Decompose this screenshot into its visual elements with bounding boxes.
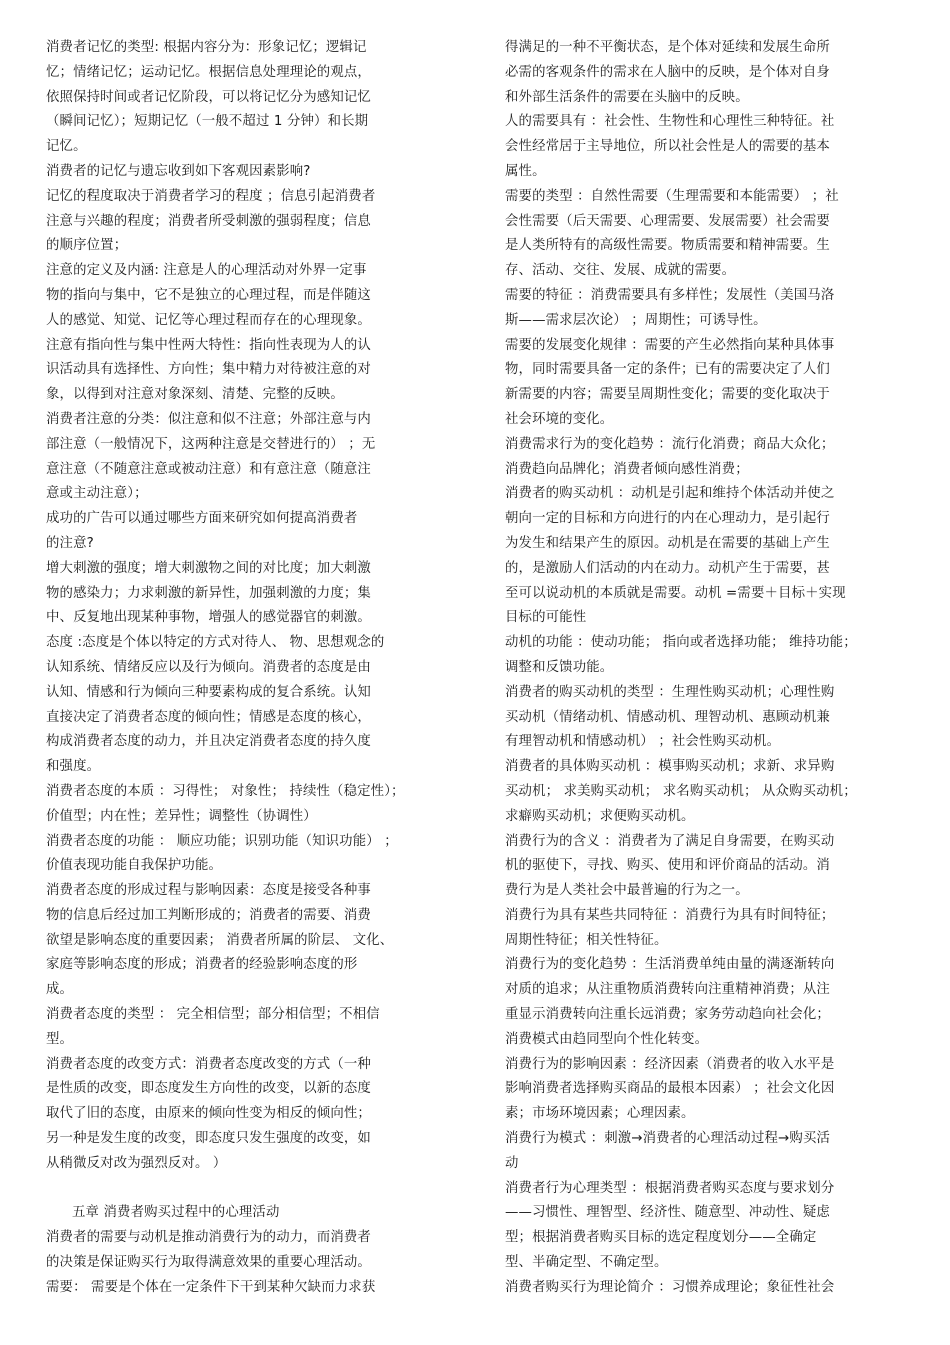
text-line: 消费趋向品牌化；消费者倾向感性消费； xyxy=(505,461,749,477)
text-line: 会性需要（后天需要、心理需要、发展需要）社会需要 xyxy=(505,213,830,229)
text-line: 记忆。 xyxy=(46,139,87,155)
text-line: 家庭等影响态度的形成；消费者的经验影响态度的形 xyxy=(46,957,358,973)
text-line: 消费者态度的形成过程与影响因素：态度是接受各种事 xyxy=(46,883,371,899)
text-line: 和强度。 xyxy=(46,759,101,775)
text-line: 斯——需求层次论） ；周期性；可诱导性。 xyxy=(505,312,767,328)
text-line: 部注意（一般情况下，这两种注意是交替进行的） ；无 xyxy=(46,436,376,452)
text-line: 的注意? xyxy=(46,535,94,551)
text-line: 型。 xyxy=(46,1031,74,1047)
text-line: 消费行为的影响因素 ：经济因素（消费者的收入水平是 xyxy=(505,1056,835,1072)
text-line: 消费需求行为的变化趋势 ：流行化消费；商品大众化； xyxy=(505,436,835,452)
text-line: 社会环境的变化。 xyxy=(505,411,614,427)
text-line: 物，同时需要具备一定的条件；已有的需要决定了人们 xyxy=(505,362,830,378)
text-line: 消费行为具有某些共同特征 ：消费行为具有时间特征； xyxy=(505,907,835,923)
text-line: （瞬间记忆）；短期记忆（一般不超过 1 分钟）和长期 xyxy=(46,114,369,130)
text-line: 需要的发展变化规律 ：需要的产生必然指向某种具体事 xyxy=(505,337,835,353)
blank-line xyxy=(46,1177,451,1202)
text-line: 意或主动注意）； xyxy=(46,486,148,502)
text-line: 取代了旧的态度，由原来的倾向性变为相反的倾向性； xyxy=(46,1106,371,1122)
text-line: 认知系统、情绪反应以及行为倾向。消费者的态度是由 xyxy=(46,659,371,675)
text-line: 消费模式由趋同型向个性化转变。 xyxy=(505,1031,709,1047)
text-line: 目标的可能性 xyxy=(505,610,587,626)
text-line: 价值表现功能自我保护功能。 xyxy=(46,858,223,874)
text-line: 影响消费者选择购买商品的最根本因素） ；社会文化因 xyxy=(505,1081,835,1097)
text-line: 消费者态度的类型 ： 完全相信型；部分相信型；不相信 xyxy=(46,1007,380,1023)
text-line: 消费者的购买动机的类型 ：生理性购买动机；心理性购 xyxy=(505,684,835,700)
text-line: 从稍微反对改为强烈反对。 ） xyxy=(46,1155,227,1171)
text-line: 新需要的内容；需要呈周期性变化；需要的变化取决于 xyxy=(505,387,830,403)
text-line: 注意与兴趣的程度；消费者所受刺激的强弱程度；信息 xyxy=(46,213,371,229)
text-line: 欲望是影响态度的重要因素； 消费者所属的阶层、 文化、 xyxy=(46,932,394,948)
text-line: 识活动具有选择性、方向性；集中精力对待被注意的对 xyxy=(46,362,371,378)
text-line: 必需的客观条件的需求在人脑中的反映，是个体对自身 xyxy=(505,64,830,80)
chapter-heading: 五章 消费者购买过程中的心理活动 xyxy=(72,1205,280,1221)
text-line: 消费行为模式 ：刺激→消费者的心理活动过程→购买活 xyxy=(505,1131,831,1147)
text-line: 机的驱使下，寻找、购买、使用和评价商品的活动。消 xyxy=(505,858,830,874)
text-line: 物的指向与集中，它不是独立的心理过程，而是伴随这 xyxy=(46,287,371,303)
text-line: 得满足的一种不平衡状态，是个体对延续和发展生命所 xyxy=(505,40,830,55)
text-line: 费行为是人类社会中最普遍的行为之一。 xyxy=(505,883,749,899)
text-line: 是人类所特有的高级性需要。物质需要和精神需要。生 xyxy=(505,238,830,254)
text-line: 物的信息后经过加工判断形成的；消费者的需要、消费 xyxy=(46,907,371,923)
text-line: 需要的类型 ：自然性需要（生理需要和本能需要） ；社 xyxy=(505,188,839,204)
text-line: 需要的特征 ：消费需要具有多样性；发展性（美国马洛 xyxy=(505,287,835,303)
text-line: 成功的广告可以通过哪些方面来研究如何提高消费者 xyxy=(46,511,358,527)
text-line: 人的感觉、知觉、记忆等心理过程而存在的心理现象。 xyxy=(46,312,371,328)
text-line: 消费者记忆的类型: 根据内容分为：形象记忆；逻辑记 xyxy=(46,40,367,55)
text-line: 消费者态度的改变方式：消费者态度改变的方式（一种 xyxy=(46,1056,371,1072)
text-line: 忆；情绪记忆；运动记忆。根据信息处理理论的观点， xyxy=(46,64,371,80)
text-line: 动 xyxy=(505,1155,519,1171)
text-line: 消费者态度的本质 ：习得性； 对象性； 持续性（稳定性）； xyxy=(46,783,405,799)
text-line: 会性经常居于主导地位，所以社会性是人的需要的基本 xyxy=(505,139,830,155)
text-line: 型、半确定型、不确定型。 xyxy=(505,1255,668,1271)
text-line: 和外部生活条件的需要在头脑中的反映。 xyxy=(505,89,749,105)
text-line: 消费行为的变化趋势 ：生活消费单纯由量的满逐渐转向 xyxy=(505,957,835,973)
text-line: 直接决定了消费者态度的倾向性；情感是态度的核心， xyxy=(46,709,371,725)
text-line: 人的需要具有 ：社会性、生物性和心理性三种特征。社 xyxy=(505,114,835,130)
text-line: 消费者行为心理类型 ：根据消费者购买态度与要求划分 xyxy=(505,1180,835,1196)
text-line: 周期性特征；相关性特征。 xyxy=(505,932,668,948)
text-line: 对质的追求；从注重物质消费转向注重精神消费；从注 xyxy=(505,982,830,998)
text-line: 重显示消费转向注重长远消费；家务劳动趋向社会化； xyxy=(505,1007,830,1023)
text-line: 意注意（不随意注意或被动注意）和有意注意（随意注 xyxy=(46,461,371,477)
text-line: 中、反复地出现某种事物，增强人的感觉器官的刺激。 xyxy=(46,610,371,626)
text-line: 消费者的需要与动机是推动消费行为的动力，而消费者 xyxy=(46,1230,371,1246)
text-line: 的决策是保证购买行为取得满意效果的重要心理活动。 xyxy=(46,1255,371,1271)
text-line: 消费者购买行为理论简介 ：习惯养成理论；象征性社会 xyxy=(505,1279,835,1295)
text-line: 为发生和结果产生的原因。动机是在需要的基础上产生 xyxy=(505,535,830,551)
text-line: ——习惯性、理智型、经济性、随意型、冲动性、疑虑 xyxy=(505,1205,830,1221)
text-line: 象，以得到对注意对象深刻、清楚、完整的反映。 xyxy=(46,387,344,403)
text-line: 属性。 xyxy=(505,163,546,179)
text-line: 动机的功能 ：使动功能； 指向或者选择功能； 维持功能； xyxy=(505,635,857,651)
text-line: 消费者的具体购买动机 ：模事购买动机；求新、求异购 xyxy=(505,759,835,775)
text-line: 成。 xyxy=(46,982,74,998)
text-line: 买动机（情绪动机、情感动机、理智动机、惠顾动机兼 xyxy=(505,709,830,725)
text-line: 至可以说动机的本质就是需要。动机 =需要＋目标＋实现 xyxy=(505,585,846,601)
text-line: 的，是激励人们活动的内在动力。动机产生于需要，甚 xyxy=(505,560,830,576)
text-line: 增大刺激的强度；增大刺激物之间的对比度；加大刺激 xyxy=(46,560,371,576)
text-line: 消费者的购买动机 ：动机是引起和维持个体活动并使之 xyxy=(505,486,835,502)
text-line: 记忆的程度取决于消费者学习的程度 ；信息引起消费者 xyxy=(46,188,376,204)
text-line: 求癖购买动机；求便购买动机。 xyxy=(505,808,695,824)
text-line: 认知、情感和行为倾向三种要素构成的复合系统。认知 xyxy=(46,684,371,700)
text-line: 是性质的改变，即态度发生方向性的改变，以新的态度 xyxy=(46,1081,371,1097)
text-line: 消费行为的含义 ：消费者为了满足自身需要，在购买动 xyxy=(505,833,835,849)
text-line: 态度 :态度是个体以特定的方式对待人、 物、思想观念的 xyxy=(46,635,385,651)
text-line: 需要： 需要是个体在一定条件下干到某种欠缺而力求获 xyxy=(46,1279,376,1295)
text-line: 依照保持时间或者记忆阶段，可以将记忆分为感知记忆 xyxy=(46,89,371,105)
text-line: 注意有指向性与集中性两大特性：指向性表现为人的认 xyxy=(46,337,371,353)
text-line: 消费者态度的功能 ： 顺应功能；识别功能（知识功能） ； xyxy=(46,833,398,849)
right-text-column xyxy=(505,36,910,1301)
text-line: 买动机； 求美购买动机； 求名购买动机； 从众购买动机； xyxy=(505,783,857,799)
text-line: 构成消费者态度的动力，并且决定消费者态度的持久度 xyxy=(46,734,371,750)
left-text-column xyxy=(46,36,451,1301)
text-line: 有理智动机和情感动机） ；社会性购买动机。 xyxy=(505,734,781,750)
text-line: 素；市场环境因素；心理因素。 xyxy=(505,1106,695,1122)
text-line: 调整和反馈功能。 xyxy=(505,659,614,675)
text-line: 物的感染力；力求刺激的新异性，加强刺激的力度；集 xyxy=(46,585,371,601)
text-line: 注意的定义及内涵: 注意是人的心理活动对外界一定事 xyxy=(46,263,367,279)
text-line: 消费者注意的分类：似注意和似不注意；外部注意与内 xyxy=(46,411,371,427)
text-line: 消费者的记忆与遗忘收到如下客观因素影响? xyxy=(46,163,311,179)
text-line: 价值型；内在性；差异性；调整性（协调性） xyxy=(46,808,317,824)
text-line: 存、活动、交往、发展、成就的需要。 xyxy=(505,263,736,279)
text-line: 型；根据消费者购买目标的选定程度划分——全确定 xyxy=(505,1230,817,1246)
text-line: 朝向一定的目标和方向进行的内在心理动力，是引起行 xyxy=(505,511,830,527)
text-line: 的顺序位置； xyxy=(46,238,128,254)
text-line: 另一种是发生度的改变，即态度只发生强度的改变，如 xyxy=(46,1131,371,1147)
